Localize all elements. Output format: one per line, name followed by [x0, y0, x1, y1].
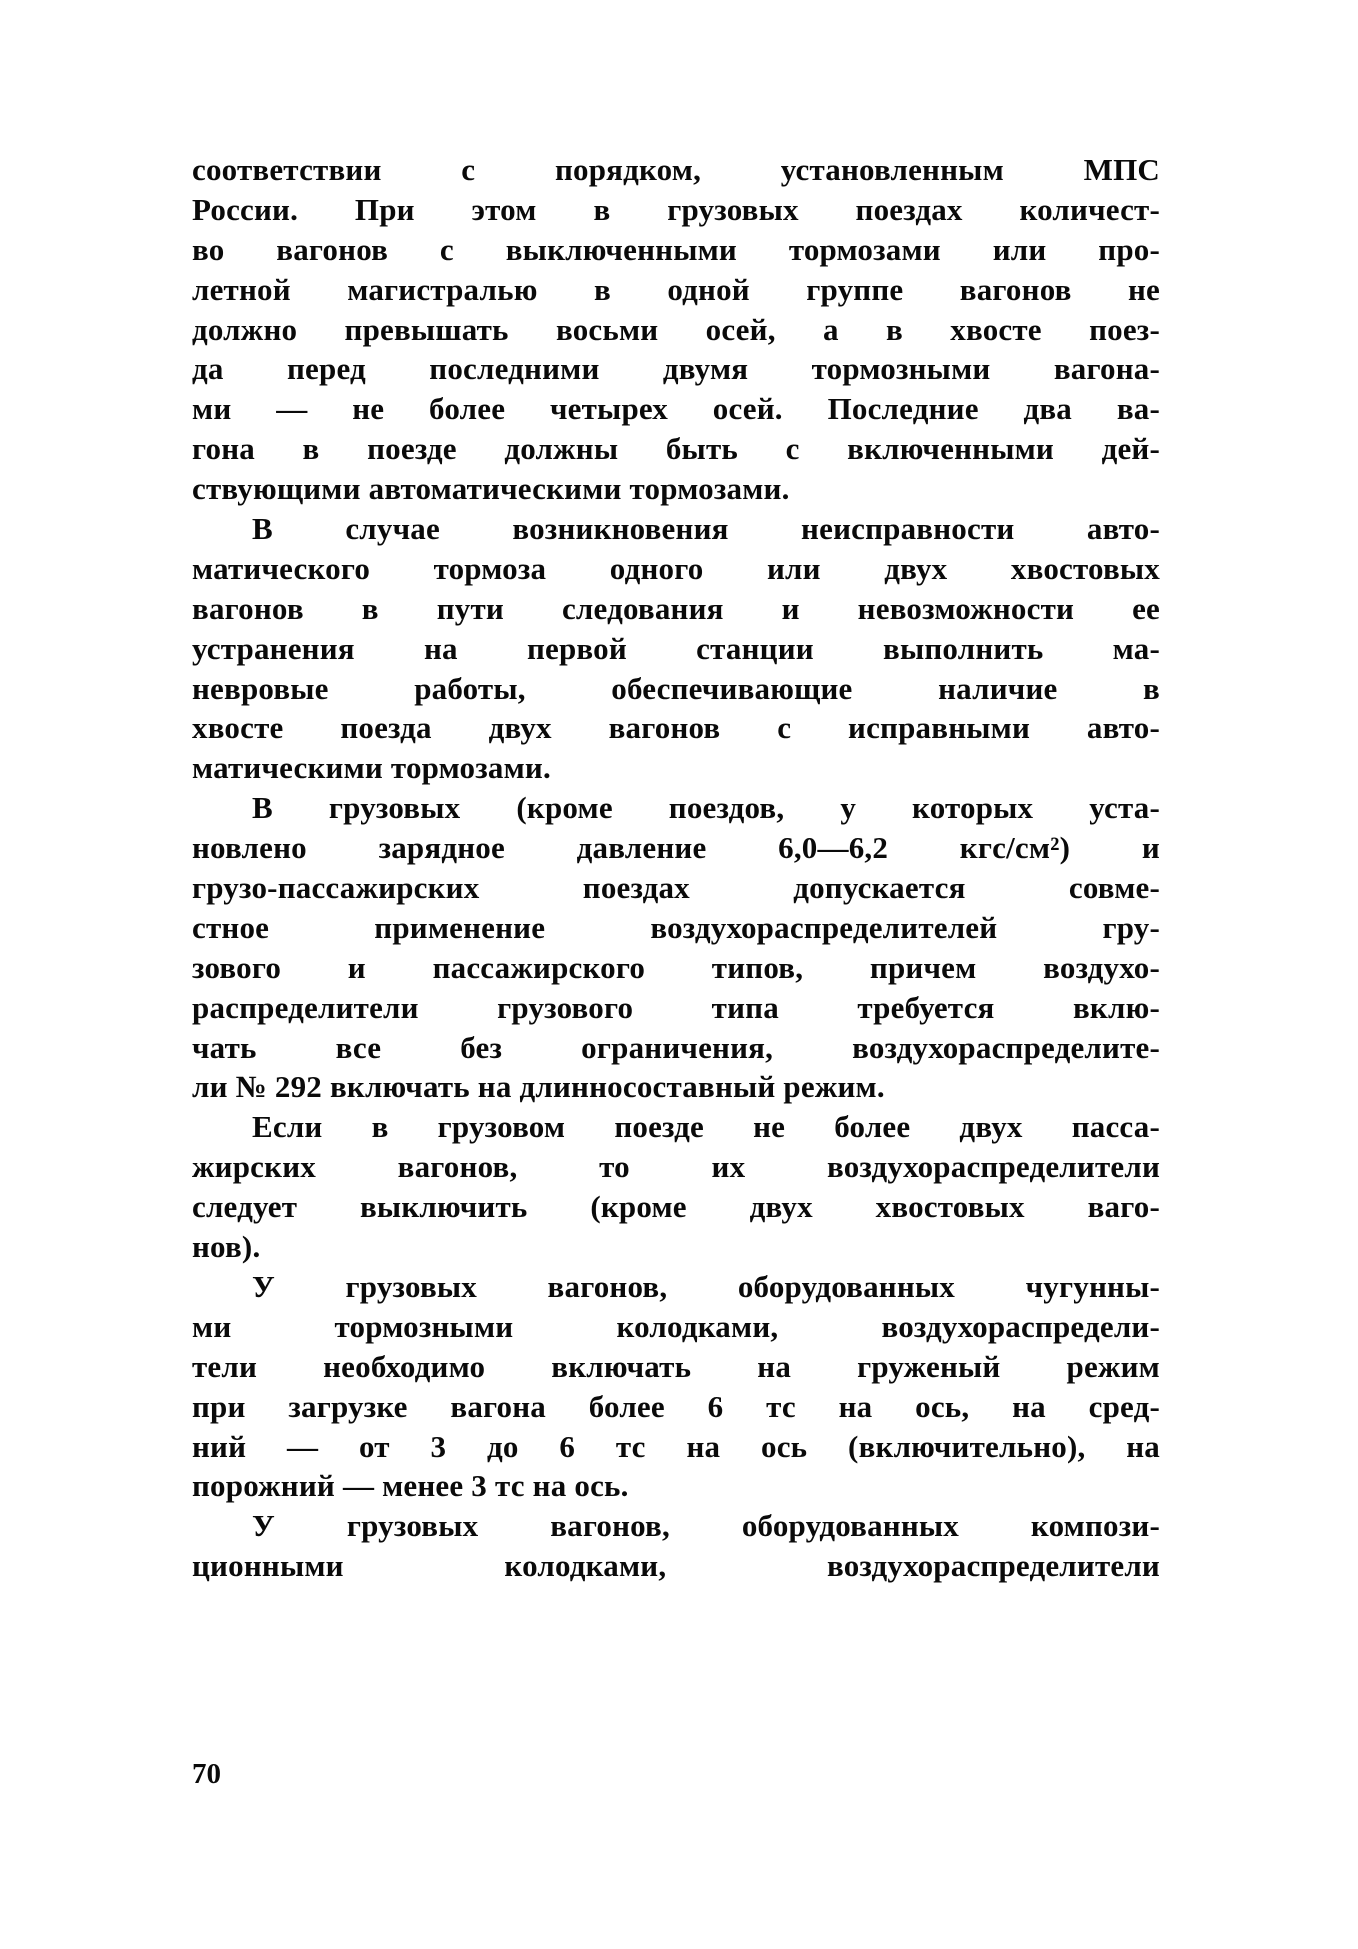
text-line: ний — от 3 до 6 тс на ось (включительно), на [192, 1428, 1160, 1464]
text-line: В грузовых (кроме поездов, у которых уста- [252, 790, 1160, 826]
text-line: России. При этом в грузовых поездах количест- [192, 191, 1160, 227]
text-line: ли № 292 включать на длинносоставный режим. [192, 1069, 885, 1105]
text-line: во вагонов с выключенными тормозами или про- [192, 231, 1160, 267]
paragraph-6 [192, 1506, 1160, 1586]
text-line: В случае возникновения неисправности авто- [252, 511, 1160, 547]
text-line: У грузовых вагонов, оборудованных чугунны- [252, 1268, 1160, 1304]
text-line: жирских вагонов, то их воздухораспределители [192, 1149, 1160, 1185]
text-line: распределители грузового типа требуется вклю- [192, 989, 1160, 1025]
text-line: стное применение воздухораспределителей гру- [192, 909, 1160, 945]
text-line: зового и пассажирского типов, причем воздухо- [192, 949, 1160, 985]
text-line: ционными колодками, воздухораспределители [192, 1548, 1160, 1584]
text-line: Если в грузовом поезде не более двух пасса- [252, 1109, 1160, 1145]
text-line: соответствии с порядком, установленным МПС [192, 152, 1160, 187]
text-line: летной магистралью в одной группе вагонов не [192, 271, 1160, 307]
text-line: должно превышать восьми осей, а в хвосте поез- [192, 311, 1160, 347]
paragraph-1 [192, 150, 1160, 509]
text-line: тели необходимо включать на груженый режим [192, 1348, 1160, 1384]
text-line: невровые работы, обеспечивающие наличие в [192, 670, 1160, 706]
text-line: при загрузке вагона более 6 тс на ось, на сред- [192, 1388, 1160, 1424]
paragraph-3 [192, 788, 1160, 1107]
paragraph-4 [192, 1107, 1160, 1267]
text-line: ми тормозными колодками, воздухораспредели- [192, 1308, 1160, 1344]
text-line: устранения на первой станции выполнить ма- [192, 630, 1160, 666]
text-line: хвосте поезда двух вагонов с исправными авто- [192, 710, 1160, 746]
text-line: У грузовых вагонов, оборудованных компози- [252, 1508, 1160, 1544]
text-line: ми — не более четырех осей. Последние два ва- [192, 391, 1160, 427]
text-line: матическими тормозами. [192, 750, 551, 786]
page-body [192, 150, 1160, 1586]
text-line: чать все без ограничения, воздухораспределите- [192, 1029, 1160, 1065]
text-line: ствующими автоматическими тормозами. [192, 471, 790, 507]
text-line: грузо-пассажирских поездах допускается совме- [192, 870, 1160, 906]
text-line: новлено зарядное давление 6,0—6,2 кгс/см²) и [192, 830, 1160, 866]
text-line: следует выключить (кроме двух хвостовых ваго- [192, 1189, 1160, 1225]
text-line: да перед последними двумя тормозными вагона- [192, 351, 1160, 387]
text-line: порожний — менее 3 тс на ось. [192, 1468, 629, 1504]
paragraph-2 [192, 509, 1160, 788]
text-line: гона в поезде должны быть с включенными дей- [192, 431, 1160, 467]
paragraph-5 [192, 1267, 1160, 1506]
text-line: матического тормоза одного или двух хвостовых [192, 550, 1160, 586]
text-line: нов). [192, 1229, 261, 1265]
page-number: 70 [192, 1758, 221, 1790]
text-line: вагонов в пути следования и невозможности ее [192, 590, 1160, 626]
